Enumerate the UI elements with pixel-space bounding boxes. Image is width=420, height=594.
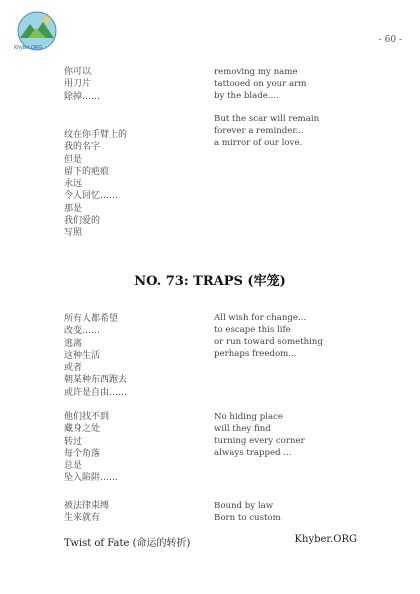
text-line: removing my name bbox=[214, 67, 298, 77]
text-line: 他们找不到 bbox=[64, 412, 110, 422]
footer-site: Khyber.ORG bbox=[294, 534, 357, 545]
text-line: 永远 bbox=[64, 179, 83, 190]
text-line: 总是 bbox=[64, 461, 83, 472]
poem73-zh-stanza-3 bbox=[64, 500, 109, 525]
poem-title: NO. 73: TRAPS (牢笼) bbox=[134, 274, 286, 289]
text-line: 改变…… bbox=[64, 326, 101, 337]
text-line: 但是 bbox=[64, 154, 83, 165]
text-line: 留下的疤痕 bbox=[64, 166, 110, 177]
text-line: 生来就有 bbox=[64, 513, 101, 524]
poem73-en-stanza-2 bbox=[214, 411, 305, 459]
poem72-en-stanza-1 bbox=[214, 66, 306, 102]
text-line: 转过 bbox=[64, 436, 83, 447]
text-line: Bound by law bbox=[214, 501, 274, 511]
text-line: 坠入陷阱…… bbox=[64, 473, 119, 484]
text-line: 所有人都希望 bbox=[64, 314, 119, 324]
text-line: or run toward something bbox=[214, 337, 323, 347]
text-line: 除掉…… bbox=[64, 91, 101, 102]
logo-text: Khyber.ORG bbox=[14, 45, 43, 51]
text-line: tattooed on your arm bbox=[214, 79, 307, 89]
text-line: 或者 bbox=[64, 363, 83, 374]
text-line: 逃离 bbox=[64, 338, 83, 349]
footer-book-title: Twist of Fate (命运的转折) bbox=[64, 538, 191, 549]
text-line: 用刀片 bbox=[64, 79, 92, 90]
text-line: forever a reminder... bbox=[214, 126, 304, 136]
poem73-en-stanza-3 bbox=[214, 500, 281, 524]
page-number: - 60 - bbox=[378, 35, 402, 45]
poem73-en-stanza-1 bbox=[214, 312, 323, 360]
text-line: 纹在你手臂上的 bbox=[64, 130, 128, 140]
text-line: to escape this life bbox=[214, 325, 291, 335]
text-line: 朝某种东西跑去 bbox=[64, 375, 128, 386]
text-line: 或许是自由…… bbox=[64, 387, 128, 398]
text-line: 这种生活 bbox=[64, 350, 101, 361]
text-line: 令人回忆…… bbox=[64, 191, 119, 202]
text-line: No hiding place bbox=[214, 412, 283, 422]
text-line: 被法律束缚 bbox=[64, 501, 110, 511]
poem72-en-stanza-2 bbox=[214, 113, 319, 149]
text-line: But the scar will remain bbox=[214, 114, 320, 124]
text-line: 你可以 bbox=[64, 67, 92, 77]
text-line: 我们爱的 bbox=[64, 216, 101, 227]
text-line: All wish for change... bbox=[214, 313, 307, 323]
text-line: turning every corner bbox=[214, 436, 305, 446]
text-line: Born to custom bbox=[214, 513, 281, 523]
poem73-zh-stanza-2 bbox=[64, 411, 118, 485]
text-line: 每个角落 bbox=[64, 448, 101, 459]
text-line: will they find bbox=[214, 424, 271, 434]
text-line: by the blade.... bbox=[214, 91, 279, 101]
text-line: perhaps freedom... bbox=[214, 349, 297, 359]
text-line: always trapped ... bbox=[214, 448, 292, 458]
text-line: 写照 bbox=[64, 228, 83, 239]
text-line: 藏身之处 bbox=[64, 424, 101, 435]
text-line: a mirror of our love. bbox=[214, 138, 303, 148]
text-line: 我的名字 bbox=[64, 142, 101, 153]
poem73-zh-stanza-1 bbox=[64, 313, 127, 399]
poem72-zh-stanza-2 bbox=[64, 129, 127, 240]
poem72-zh-stanza-1 bbox=[64, 66, 100, 103]
text-line: 那是 bbox=[64, 203, 83, 214]
